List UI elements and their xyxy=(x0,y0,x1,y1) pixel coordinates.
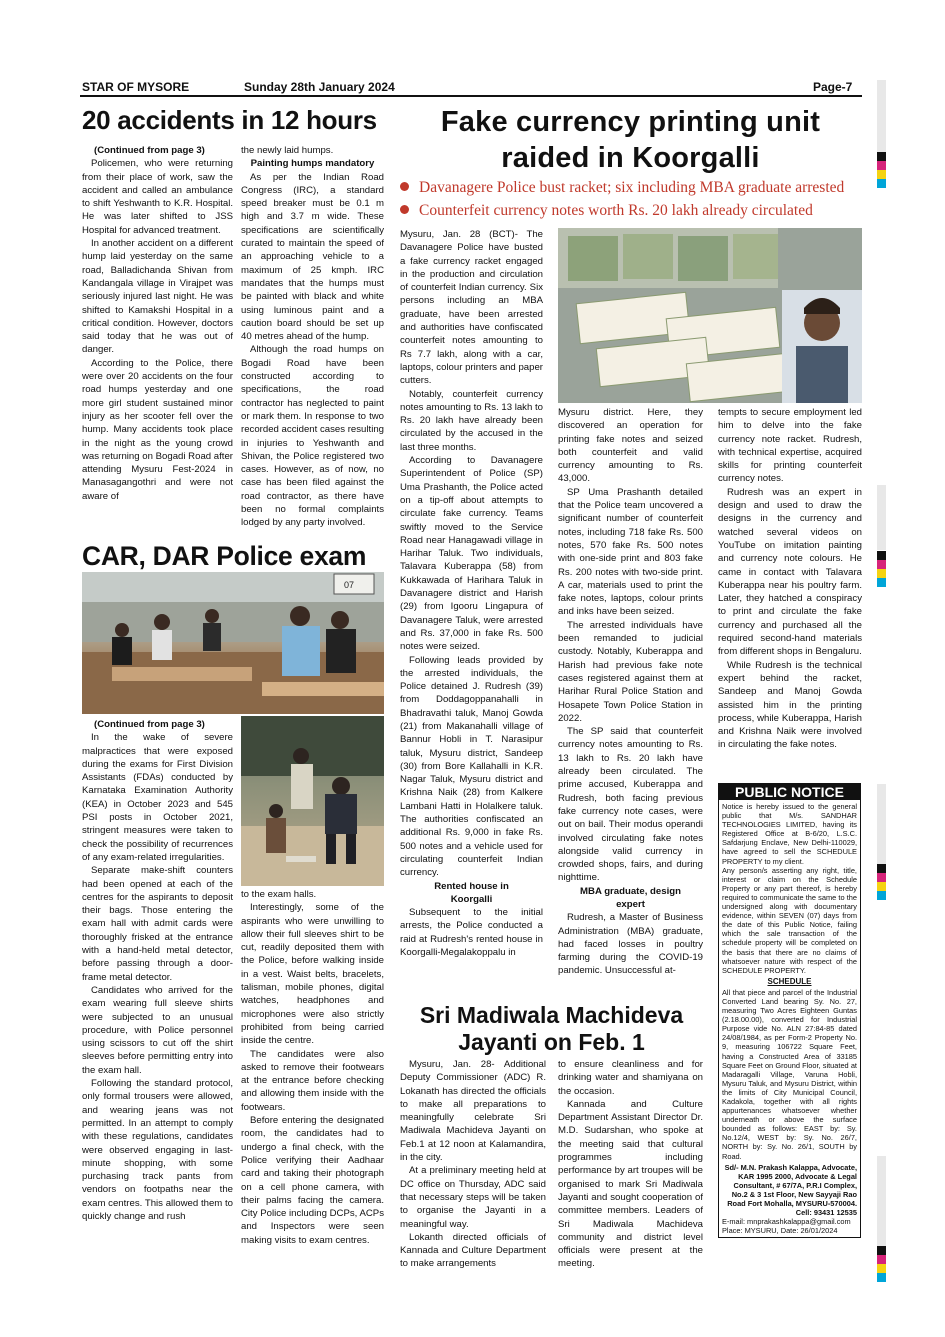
page-number: Page-7 xyxy=(813,80,853,94)
fake-currency-headline-line2: raided in Koorgalli xyxy=(501,142,760,174)
schedule-text: All that piece and parcel of the Industrial Converted Land bearing Sy. No. 27, measuring Two Acres Eighteen Guntas (2.18.00.00), converted for Industrial Purpose vide No. ALN 27:84-85 dated 24/08/1984, as per Form-2 Property No. 9, measuring 106722 Square Feet, having a Constructed Area of 33185 Square Feet on Ground Floor, situated at Madaragalli Village, Varuna Hobli, Mysuru Taluk, and Mysuru District, within the limits of City Municipal Council, Kadakola, together with all rights appurtenances whatsoever whether underneath or above the surface bounded as follows: EAST by: Sy. No.12/4, WEST by: Sy. No. 26/7, NORTH by: Sy. No. 26/1, SOUTH by Road. xyxy=(722,987,857,1161)
paragraph: Although the road humps on Bogadi Road have been constructed according to specifications, the road contractor has neglected to paint or mark them. In response to two recorded accident cases resulting in injuries to Yeshwanth and Shivan, the Police registered two cases. However, as of now, no case has been filed against the road contractor, as there have been no formal complaints lodged by any party involved. xyxy=(241,344,384,529)
cmyk-marks-2 xyxy=(877,551,886,587)
paragraph: The arrested individuals have been remanded to judicial custody. Notably, Kuberappa and Harish had previous fake note cases registered against them at Harihar Rural Police Station and Hosapete Town Police Station in 2022. xyxy=(558,619,703,724)
paragraph: At a preliminary meeting held at DC office on Thursday, ADC said that necessary steps will be taken to organise the Jayanti in a meaningful way. xyxy=(400,1165,546,1230)
paragraph: According to the Police, there were over 20 accidents on the four road humps yesterday and one more girl student sustained minor injury as her scooter fell over the hump. Many accidents took place in the night as the young crowd was returning on Bogadi Road after attending Mysuru Fest-2024 in Manasagangothri and were not aware of xyxy=(82,357,233,502)
paragraph: Subsequent to the initial arrests, the Police conducted a raid at Rudresh's rented house in Koorgalli-Megalakoppalu in xyxy=(400,907,543,959)
jayanti-column-1 xyxy=(400,1058,546,1268)
paragraph: to the exam halls. xyxy=(241,889,317,900)
paragraph: According to Davanagere Superintendent of Police (SP) Uma Prashanth, the Police acted on a tip-off about attempts to circulate fake currency. Teams swiftly moved to the Service Road near Hanagawadi village in Harihar Taluk. Two individuals, Talavara Kuberappa (58) from Kukkawada of Harihara Taluk in Davanagere district and Harish (29) from Igooru Lingapura of Davanagere Taluk, were arrested and Rs. 37,000 in fake Rs. 500 notes were seized. xyxy=(400,455,543,653)
paragraph: In another accident on a different hump laid yesterday on the same road, Balladichanda Shivan from Kandangala village in Virajpet was seriously injured last night. He was shifted to Kamakshi Hospital in a critical condition. However, doctors said today that he was out of danger. xyxy=(82,238,233,356)
registration-strip-3 xyxy=(877,784,886,864)
subheading: Painting humps mandatory xyxy=(250,158,375,170)
paragraph: Following the standard protocol, only formal trousers were allowed, and wearing jeans was not permitted. In an attempt to comply with these regulations, candidates were observed engaging in last-minute shopping, with some purchasing track pants from vendors on footpaths near the exam centres. This allowed them to quickly change and rush xyxy=(82,1078,233,1222)
accidents-headline: 20 accidents in 12 hours xyxy=(82,105,377,135)
public-notice xyxy=(718,783,861,1238)
registration-strip-4 xyxy=(877,1156,886,1246)
header-rule xyxy=(80,95,862,97)
issue-date: Sunday 28th January 2024 xyxy=(244,80,395,94)
notice-email: E-mail: mnprakashkalappa@gmail.com xyxy=(722,1217,851,1227)
paragraph: Kannada and Culture Department Assistant Director Dr. M.D. Sudarshan, who spoke at the meeting said that cultural programmes including performance by art troupes will be organised to mark Sri Madiwala Jayanti and sought cooperation of committee members. Leaders of Sri Madiwala Machideva community and district level officials were present at the meeting. xyxy=(558,1098,703,1268)
accidents-column-2 xyxy=(241,144,384,536)
registration-strip-2 xyxy=(877,485,886,550)
paragraph: SP Uma Prashanth detailed that the Police team uncovered a significant number of counterfeit notes, including 718 fake Rs. 500 notes, 570 fake Rs. 500 notes with one-side print and 803 fake Rs. 200 notes with two-side print. A car, materials used to print the fake notes, laptops, colour prints and inks have been seized. xyxy=(558,486,703,618)
notice-body: Notice is hereby issued to the general public that M/s. SANDHAR TECHNOLOGIES LIMITED, having its Registered Office at B-6/20, L.S.C. Safdarjung Enclave, New Delhi-110029, have agreed to sell the SCHEDULE PROPERTY to my client. xyxy=(722,802,857,866)
paragraph: As per the Indian Road Congress (IRC), a standard speed breaker must be 0.1 m high and 3.7 m wide. These specifications are scientifically curated to maintain the speed of an approaching vehicle to a maximum of 25 kmph. IRC mandates that the humps must be painted with black and white using luminous paint and a caution board should be set up 40 metres ahead of the hump. xyxy=(241,171,384,343)
subheading: MBA graduate, design expert xyxy=(580,885,681,910)
exam-headline: CAR, DAR Police exam xyxy=(82,541,367,571)
paragraph: The candidates were also asked to remove their footwears at the entrance before checking and allowing them inside with the footwears. xyxy=(241,1048,384,1113)
paragraph: tempts to secure employment led him to delve into the fake currency note racket. Rudresh, with technical expertise, acquired skills for printing counterfeit currency notes. xyxy=(718,407,862,485)
desk-number-label: 07 xyxy=(344,580,355,590)
cmyk-marks-3 xyxy=(877,864,886,900)
paragraph: In the wake of severe malpractices that were exposed during the exams for First Division Assistants (FDAs) conducted by Karnataka Examination Authority (KEA) in October 2023 and 545 PSI posts in October 2021, stringent measures were taken to check the possibility of recurrences of any exam-related irregularities. xyxy=(82,732,233,863)
paragraph: Rudresh, a Master of Business Administration (MBA) graduate, had faced losses in poultry farming during the COVID-19 pandemic. Unsuccessful at- xyxy=(558,912,703,977)
paragraph: Before entering the designated room, the candidates had to undergo a final check, with the Police verifying their Aadhaar card and taking their photograph on a cell phone camera, with their palms facing the camera. City Police including DCPs, ACPs and Inspectors were seen making visits to exam centres. xyxy=(241,1115,384,1246)
schedule-title: SCHEDULE xyxy=(767,976,812,986)
fake-column-2 xyxy=(558,406,703,998)
bullet-icon xyxy=(400,182,409,191)
paragraph: Mysuru, Jan. 28- Additional Deputy Commissioner (ADC) R. Lokanath has directed the officials to make all preparations to meaningfully celebrate Sri Madiwala Machideva Jayanti on Feb.1 at 12 noon at Kalamandira, in the city. xyxy=(400,1059,546,1164)
fake-column-3 xyxy=(718,406,862,778)
continued-note: (Continued from page 3) xyxy=(94,719,205,730)
jayanti-headline-line2: Jayanti on Feb. 1 xyxy=(458,1029,645,1055)
paragraph: Lokanth directed officials of Kannada and Culture Department to make arrangements xyxy=(400,1231,546,1268)
frisking-photo xyxy=(241,716,384,886)
signature-block: Sd/- M.N. Prakash Kalappa, Advocate, KAR 1995 2000, Advocate & Legal Consultant, # 67/7A, P.R.I Complex, No.2 & 3 1st Floor, New Sayyaji Rao Road Fort Mohalla, MYSURU-570004. Cell: 93431 12535 xyxy=(724,1162,857,1218)
paragraph: Mysuru, Jan. 28 (BCT)- The Davanagere Police have busted a fake currency racket engaged in the production and circulation of counterfeit Indian currency. Six persons including an MBA graduate, have been arrested and authorities have confiscated counterfeit notes amounting to Rs 7.7 lakh, along with a car, laptops, colour printers and paper cutters. xyxy=(400,229,543,387)
subheading: Rented house in Koorgalli xyxy=(434,880,509,905)
paragraph: Separate make-shift counters had been opened at each of the centres for the aspirants to deposit their bags. Those entering the exam hall with admit cards were thoroughly frisked at the entrance with a hand-held metal detector, before passing through a door-frame metal detector. xyxy=(82,865,233,983)
masthead: STAR OF MYSORE xyxy=(82,80,190,94)
paragraph: Mysuru district. Here, they discovered an operation for printing fake notes and seized both counterfeit and valid currency amounting to Rs. 43,000. xyxy=(558,407,703,485)
accidents-column-1 xyxy=(82,144,233,536)
notice-place-date: Place: MYSURU, Date: 26/01/2024 xyxy=(722,1226,838,1236)
exam-column-1 xyxy=(82,718,233,1266)
registration-strip xyxy=(877,80,886,152)
paragraph: the newly laid humps. xyxy=(241,145,334,156)
fake-currency-headline-line1: Fake currency printing unit xyxy=(440,106,821,138)
exam-column-2 xyxy=(241,888,384,1266)
paragraph: Candidates who arrived for the exam wearing full sleeve shirts were subjected to an unusual procedure, with Police personnel using scissors to cut off the shirt sleeves before permitting entry into the exam hall. xyxy=(82,984,233,1076)
exam-hall-photo xyxy=(82,572,384,714)
paragraph: to ensure cleanliness and for drinking water and shamiyana on the occasion. xyxy=(558,1059,703,1097)
cmyk-marks-1 xyxy=(877,152,886,188)
paragraph: Interestingly, some of the aspirants who were unwilling to allow their full sleeves shirt to be cut, readily deposited them with the Police, before walking inside in a vest. Waist belts, bracelets, talisman, mobile phones, digital watches, headphones and microphones were also strictly prohibited from being carried inside the centre. xyxy=(241,902,384,1047)
notice-title: PUBLIC NOTICE xyxy=(719,784,860,800)
seized-notes-photo xyxy=(558,228,862,403)
paragraph: The SP said that counterfeit currency notes amounting to Rs. 13 lakh to Rs. 20 lakh have already been circulated. The prime accused, Kuberappa and Rudresh, both facing previous fake currency note cases, were out on bail. Their modus operandi involved circulating fake notes alongside valid currency in crowded shops, fairs, and during nighttime. xyxy=(558,726,703,884)
deck-line-2: Counterfeit currency notes worth Rs. 20 lakh already circulated xyxy=(400,202,813,220)
notice-body-2: Any person/s asserting any right, title, interest or claim on the Schedule Property or any part thereof, is hereby required to communicate the same to the undersigned along with documentary evidence, within SEVEN (07) days from the date of this Public Notice, failing which the sale transaction of the schedule property will be completed on the basis that there are no claims of whatsoever nature with respect of the SCHEDULE PROPERTY. xyxy=(722,865,857,975)
cmyk-marks-4 xyxy=(877,1246,886,1282)
jayanti-column-2 xyxy=(558,1058,703,1268)
paragraph: Following leads provided by the arrested individuals, the Police detained J. Rudresh (39) from Doddagoppanahalli in Bhadravathi taluk, Manoj Gowda (21) from Makanahalli village of Bannur Hobli in T. Narasipur taluk, Mysuru district, Sandeep (30) from Bore Kallahalli in K.R. Nagar Taluk, Mysuru district and Krishna Naik (28) from Kalkere Lambani Hatti in Holalkere taluk. The authorities confiscated an additional Rs. 9,000 in fake Rs. 500 notes and a vehicle used for circulating counterfeit Indian currency. xyxy=(400,654,543,879)
deck-line-1: Davanagere Police bust racket; six including MBA graduate arrested xyxy=(400,179,844,197)
paragraph: While Rudresh is the technical expert behind the racket, Sandeep and Manoj Gowda assisted him in the printing process, while Kuberappa, Harish and Krishna Naik were involved in circulating the fake notes. xyxy=(718,659,862,751)
paragraph: Policemen, who were returning from their place of work, saw the accident and called an ambulance to shift Yeshwanth to K.R. Hospital. He was later shifted to JSS Hospital for advanced treatment. xyxy=(82,158,233,236)
paragraph: Notably, counterfeit currency notes amounting to Rs. 13 lakh to Rs. 20 lakh have already been circulated by the accused in the last three months. xyxy=(400,388,543,453)
jayanti-headline-line1: Sri Madiwala Machideva xyxy=(419,1002,684,1028)
bullet-icon xyxy=(400,205,409,214)
continued-note: (Continued from page 3) xyxy=(94,145,205,156)
paragraph: Rudresh was an expert in design and used to draw the designs in the currency and watched several videos on YouTube on imitation painting and currency note colours. He came in contact with Talavara Kuberappa near his poultry farm. Later, they hatched a conspiracy to print and circulate the fake currency and purchased all the required second-hand materials from different shops in Bengaluru. xyxy=(718,486,862,658)
